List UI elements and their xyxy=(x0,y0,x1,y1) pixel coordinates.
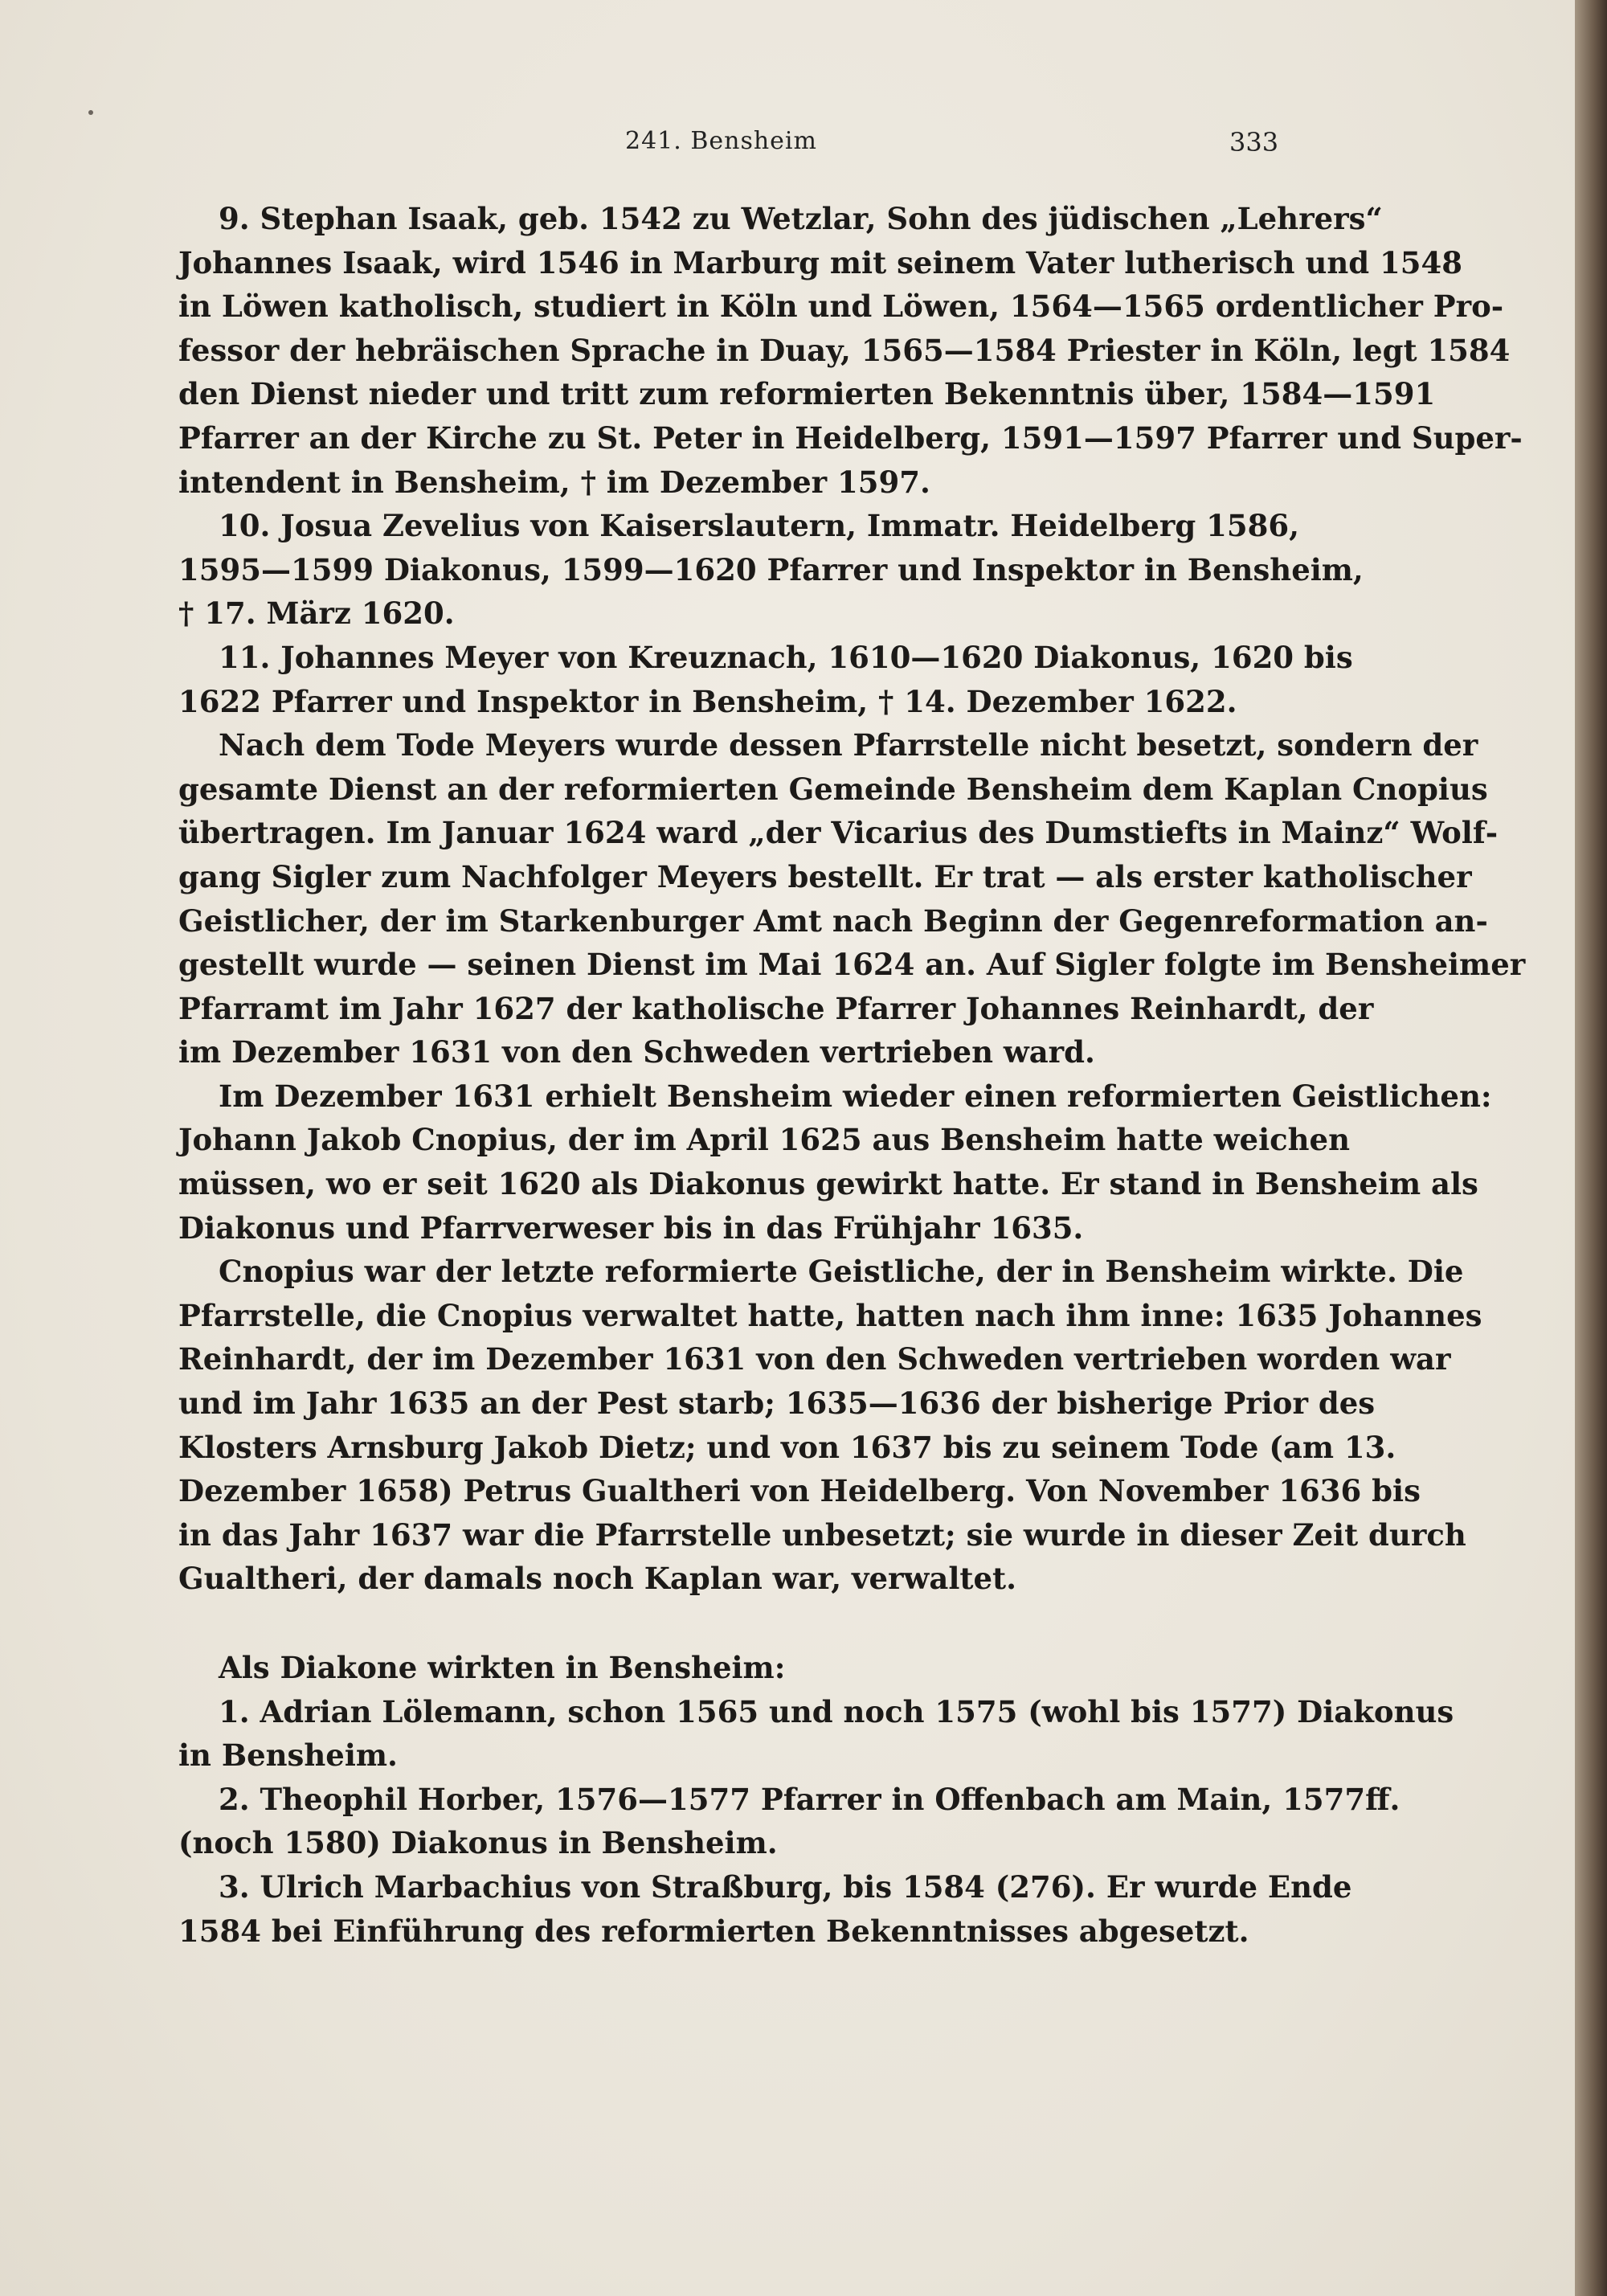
text-line: Pfarramt im Jahr 1627 der katholische Pfarrer Johannes Reinhardt, der xyxy=(178,990,1374,1026)
text-line: gesamte Dienst an der reformierten Gemeinde Bensheim dem Kaplan Cnopius xyxy=(178,771,1488,807)
text-line: 9. Stephan Isaak, geb. 1542 zu Wetzlar, Sohn des jüdischen „Lehrers“ xyxy=(219,201,1383,236)
page-number: 333 xyxy=(1229,127,1279,158)
text-line: gestellt wurde — seinen Dienst im Mai 1624 an. Auf Sigler folgte im Bensheimer xyxy=(178,947,1526,983)
text-line: Geistlicher, der im Starkenburger Amt nach Beginn der Gegenreformation an‑ xyxy=(178,902,1488,939)
text-line: 3. Ulrich Marbachius von Straßburg, bis 1584 (276). Er wurde Ende xyxy=(219,1868,1352,1905)
page-header xyxy=(0,127,1286,159)
text-line: Johann Jakob Cnopius, der im April 1625 aus Bensheim hatte weichen xyxy=(178,1122,1350,1158)
paragraph-gap xyxy=(178,1601,1287,1646)
text-line: 1595—1599 Diakonus, 1599—1620 Pfarrer und Inspektor in Bensheim, xyxy=(178,551,1364,587)
text-line: Diakonus und Pfarrverweser bis in das Frühjahr 1635. xyxy=(178,1209,1084,1246)
text-line: in Löwen katholisch, studiert in Köln und Löwen, 1564—1565 ordentlicher Pro‑ xyxy=(178,289,1504,325)
text-line: 1. Adrian Lölemann, schon 1565 und noch 1575 (wohl bis 1577) Diakonus xyxy=(219,1693,1454,1729)
text-line: 2. Theophil Horber, 1576—1577 Pfarrer in Offenbach am Main, 1577ff. xyxy=(219,1781,1401,1817)
text-line: und im Jahr 1635 an der Pest starb; 1635—1636 der bisherige Prior des xyxy=(178,1385,1376,1422)
text-line: Dezember 1658) Petrus Gualtheri von Heidelberg. Von November 1636 bis xyxy=(178,1473,1421,1509)
ink-speck xyxy=(88,110,93,115)
text-line: intendent in Bensheim, † im Dezember 1597. xyxy=(178,464,930,500)
text-line: in das Jahr 1637 war die Pfarrstelle unbesetzt; sie wurde in dieser Zeit durch xyxy=(178,1516,1466,1553)
body-text xyxy=(178,197,1526,1953)
text-line: Reinhardt, der im Dezember 1631 von den Schweden vertrieben worden war xyxy=(178,1341,1451,1377)
text-line: Johannes Isaak, wird 1546 in Marburg mit seinem Vater lutherisch und 1548 xyxy=(178,244,1462,280)
text-line: Klosters Arnsburg Jakob Dietz; und von 1637 bis zu seinem Tode (am 13. xyxy=(178,1429,1396,1465)
text-line: gang Sigler zum Nachfolger Meyers bestellt. Er trat — als erster katholischer xyxy=(178,858,1472,894)
text-line: Pfarrstelle, die Cnopius verwaltet hatte, hatten nach ihm inne: 1635 Johannes xyxy=(178,1297,1482,1333)
text-line: 10. Josua Zevelius von Kaiserslautern, Immatr. Heidelberg 1586, xyxy=(219,508,1299,544)
text-line: 1584 bei Einführung des reformierten Bekenntnisses abgesetzt. xyxy=(178,1913,1249,1949)
text-line: in Bensheim. xyxy=(178,1737,398,1774)
text-line: fessor der hebräischen Sprache in Duay, 1565—1584 Priester in Köln, legt 1584 xyxy=(178,332,1511,368)
running-title: 241. Bensheim xyxy=(625,127,817,155)
text-line: müssen, wo er seit 1620 als Diakonus gewirkt hatte. Er stand in Bensheim als xyxy=(178,1166,1478,1202)
text-line: Pfarrer an der Kirche zu St. Peter in Heidelberg, 1591—1597 Pfarrer und Super‑ xyxy=(178,420,1523,456)
page-edge-shadow xyxy=(1575,0,1607,2296)
text-line: 1622 Pfarrer und Inspektor in Bensheim, † 14. Dezember 1622. xyxy=(178,683,1237,719)
text-line: Im Dezember 1631 erhielt Bensheim wieder einen reformierten Geistlichen: xyxy=(219,1078,1492,1114)
text-line: 11. Johannes Meyer von Kreuznach, 1610—1620 Diakonus, 1620 bis xyxy=(219,639,1353,675)
text-line: † 17. März 1620. xyxy=(178,595,455,632)
text-line: Nach dem Tode Meyers wurde dessen Pfarrstelle nicht besetzt, sondern der xyxy=(219,727,1478,763)
text-line: (noch 1580) Diakonus in Bensheim. xyxy=(178,1825,778,1861)
text-line: übertragen. Im Januar 1624 ward „der Vicarius des Dumstiefts in Mainz“ Wolf‑ xyxy=(178,815,1499,851)
text-line: im Dezember 1631 von den Schweden vertrieben ward. xyxy=(178,1034,1095,1070)
text-line: Cnopius war der letzte reformierte Geistliche, der in Bensheim wirkte. Die xyxy=(219,1254,1464,1290)
text-line: den Dienst nieder und tritt zum reformierten Bekenntnis über, 1584—1591 xyxy=(178,376,1436,412)
text-line: Als Diakone wirkten in Bensheim: xyxy=(219,1650,786,1685)
text-line: Gualtheri, der damals noch Kaplan war, verwaltet. xyxy=(178,1561,1017,1597)
